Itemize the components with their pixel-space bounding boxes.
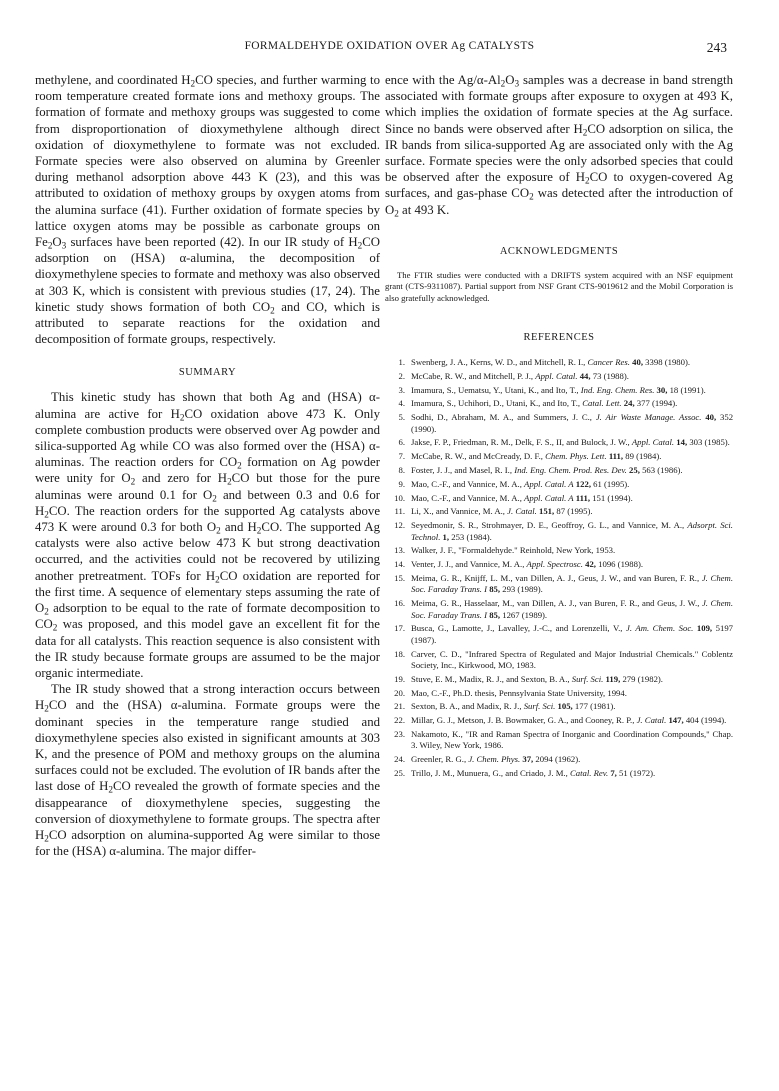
references-heading: REFERENCES <box>523 332 595 344</box>
reference-item <box>385 688 733 699</box>
reference-text: Jakse, F. P., Friedman, R. M., Delk, F. S., II, and Bulock, J. W., Appl. Catal. 14, 303 (1985). <box>411 437 730 448</box>
reference-item <box>385 598 733 621</box>
reference-number: 4. <box>398 398 405 409</box>
reference-number: 5. <box>398 412 405 423</box>
discussion-continuation: methylene, and coordinated $H_2CO$ species, and further warming to room temperature created formate ions and methoxy groups. The formation of formate and methoxy groups was suggested to come from disproportionation of dioxymethylene although direct oxidation of dioxymethylene to formate was not excluded. Formate species were also observed on alumina by Greenler during methanol adsorption above 443 K (23), and this was attributed to oxidation of methoxy groups by oxygen atoms from the alumina surface (41). Further oxidation of formate species by lattice oxygen atoms may be possible as carbonate groups on $Fe_2O_3$ surfaces have been reported (42). In our IR study of $H_2CO$ adsorption on (HSA) α-alumina, the decomposition of dioxymethylene species to formate and methoxy was also observed at 303 K, which is consistent with previous studies (17, 24). The kinetic study shows formation of both $CO_2$ and CO, which is attributed to separate reactions for the oxidation and decomposition of formate groups, respectively. <box>35 73 380 347</box>
reference-text: Venter, J. J., and Vannice, M. A., Appl. Spectrosc. 42, 1096 (1988). <box>411 559 644 570</box>
reference-item <box>385 768 733 779</box>
reference-item <box>385 674 733 685</box>
reference-number: 17. <box>394 623 405 634</box>
reference-number: 10. <box>394 492 405 503</box>
reference-item <box>385 371 733 382</box>
reference-number: 12. <box>394 520 405 531</box>
reference-text: Mao, C.-F., and Vannice, M. A., Appl. Catal. A 122, 61 (1995). <box>411 478 630 489</box>
reference-list <box>385 357 733 779</box>
reference-number: 13. <box>394 545 405 556</box>
summary-paragraph-2: The IR study showed that a strong interaction occurs between $H_2CO$ and the (HSA) α-alumina. Formate groups were the dominant species in the temperature range studied and dioxymethylene species also existed in significant amounts at 303 K, and the presence of POM and methoxy groups on the alumina surfaces could not be excluded. The evolution of IR bands after the last dose of $H_2CO$ revealed the growth of formate species and the disappearance of dioxymethylene species, suggesting the conversion of dioxymethylene to formate groups. The spectra after $H_2CO$ adsorption on alumina-supported Ag were similar to those for the (HSA) α-alumina. The major differ- <box>35 682 381 859</box>
reference-item <box>385 573 733 596</box>
reference-text: Trillo, J. M., Munuera, G., and Criado, J. M., Catal. Rev. 7, 51 (1972). <box>411 768 656 779</box>
reference-item <box>385 623 733 646</box>
reference-text: Imamura, S., Uchihori, D., Utani, K., and Ito, T., Catal. Lett. 24, 377 (1994). <box>411 398 678 409</box>
reference-text: Nakamoto, K., "IR and Raman Spectra of Inorganic and Coordination Compounds," Chap. 3. Wiley, New York, 1986. <box>411 729 733 751</box>
reference-item <box>385 715 733 726</box>
reference-text: Mao, C.-F., and Vannice, M. A., Appl. Catal. A 111, 151 (1994). <box>411 492 633 503</box>
left-column <box>35 72 380 859</box>
reference-number: 25. <box>394 768 405 779</box>
reference-item <box>385 385 733 396</box>
reference-text: Meima, G. R., Knijff, L. M., van Dillen, A. J., Geus, J. W., and van Buren, F. R., J. Chem. Soc. Faraday Trans. I 85, 293 (1989). <box>411 573 733 595</box>
reference-item <box>385 729 733 752</box>
reference-number: 9. <box>398 478 405 489</box>
reference-text: McCabe, R. W., and McCready, D. F., Chem. Phys. Lett. 111, 89 (1984). <box>411 451 662 462</box>
reference-text: Millar, G. J., Metson, J. B. Bowmaker, G. A., and Cooney, R. P., J. Catal. 147, 404 (1994). <box>411 715 727 726</box>
reference-item <box>385 437 733 448</box>
reference-number: 18. <box>394 648 405 659</box>
reference-item <box>385 398 733 409</box>
reference-text: Stuve, E. M., Madix, R. J., and Sexton, B. A., Surf. Sci. 119, 279 (1982). <box>411 673 663 684</box>
reference-item <box>385 545 733 556</box>
running-title: FORMALDEHYDE OXIDATION OVER Ag CATALYSTS <box>244 40 535 52</box>
reference-text: Mao, C.-F., Ph.D. thesis, Pennsylvania State University, 1994. <box>411 687 627 698</box>
reference-item <box>385 649 733 672</box>
reference-text: Sodhi, D., Abraham, M. A., and Summers, J. C., J. Air Waste Manage. Assoc. 40, 352 (1990). <box>411 412 734 434</box>
reference-item <box>385 559 733 570</box>
reference-item <box>385 412 733 435</box>
reference-text: Greenler, R. G., J. Chem. Phys. 37, 2094 (1962). <box>411 754 581 765</box>
reference-number: 22. <box>394 715 405 726</box>
reference-number: 7. <box>398 451 405 462</box>
reference-item <box>385 506 733 517</box>
acknowledgments-heading: ACKNOWLEDGMENTS <box>499 245 619 257</box>
reference-number: 3. <box>398 384 405 395</box>
reference-item <box>385 701 733 712</box>
summary-heading: SUMMARY <box>178 367 237 379</box>
reference-item <box>385 357 733 368</box>
reference-item <box>385 465 733 476</box>
reference-text: Walker, J. F., "Formaldehyde." Reinhold, New York, 1953. <box>411 545 616 556</box>
reference-number: 20. <box>394 687 405 698</box>
summary-continuation: ence with the $Ag/\alpha-Al_2O_3$ samples was a decrease in band strength associated with formate groups after exposure to oxygen at 493 K, which implies the oxidation of formate species at the Ag surface. Since no bands were observed after $H_2CO$ adsorption on silica, the IR bands from silica-supported Ag are associated only with the Ag surface. Formate species were the only adsorbed species that could be observed after the exposure of $H_2CO$ to oxygen-covered Ag surfaces, and gas-phase $CO_2$ was detected after the introduction of $O_2$ at 493 K. <box>385 73 734 218</box>
reference-number: 16. <box>394 598 405 609</box>
reference-text: Swenberg, J. A., Kerns, W. D., and Mitchell, R. I., Cancer Res. 40, 3398 (1980). <box>411 357 691 368</box>
reference-item <box>385 479 733 490</box>
reference-text: Busca, G., Lamotte, J., Lavalley, J.-C., and Lorenzelli, V., J. Am. Chem. Soc. 109, 5197 (1987). <box>411 623 733 645</box>
reference-number: 21. <box>394 701 405 712</box>
reference-item <box>385 520 733 543</box>
reference-text: Imamura, S., Uematsu, Y., Utani, K., and Ito, T., Ind. Eng. Chem. Res. 30, 18 (1991). <box>411 384 706 395</box>
reference-number: 15. <box>394 573 405 584</box>
running-head <box>0 40 779 60</box>
reference-text: Li, X., and Vannice, M. A., J. Catal. 151, 87 (1995). <box>411 506 593 517</box>
reference-item <box>385 451 733 462</box>
reference-number: 23. <box>394 729 405 740</box>
reference-item <box>385 493 733 504</box>
reference-number: 11. <box>394 506 405 517</box>
reference-text: Seyedmonir, S. R., Strohmayer, D. E., Geoffroy, G. L., and Vannice, M. A., Adsorpt. Sci. Technol. 1, 253 (1984). <box>411 520 733 542</box>
reference-text: Sexton, B. A., and Madix, R. J., Surf. Sci. 105, 177 (1981). <box>411 701 616 712</box>
reference-text: Meima, G. R., Hasselaar, M., van Dillen, A. J., van Buren, F. R., and Geus, J. W., J. Chem. Soc. Faraday Trans. I 85, 1267 (1989). <box>411 598 733 620</box>
right-column <box>385 72 733 782</box>
page-number: 243 <box>706 40 727 55</box>
reference-number: 8. <box>398 465 405 476</box>
reference-text: Carver, C. D., "Infrared Spectra of Regulated and Major Industrial Chemicals." Coblentz Society, Inc., Kirkwood, MO, 1983. <box>411 648 733 671</box>
reference-item <box>385 754 733 765</box>
acknowledgments-text: The FTIR studies were conducted with a DRIFTS system acquired with an NSF equipment grant (CTS-9311087). Partial support from NSF Grant CTS-9019612 and the Mobil Corporation is also gratefully acknowledged. <box>385 269 733 303</box>
reference-number: 19. <box>394 673 405 684</box>
reference-number: 24. <box>394 754 405 765</box>
reference-number: 6. <box>398 437 405 448</box>
reference-text: McCabe, R. W., and Mitchell, P. J., Appl. Catal. 44, 73 (1988). <box>411 370 629 381</box>
reference-number: 1. <box>398 357 405 368</box>
reference-number: 2. <box>398 370 405 381</box>
summary-paragraph-1: This kinetic study has shown that both Ag and (HSA) α-alumina are active for $H_2CO$ oxidation above 473 K. Only complete combustion products were observed over Ag powder and silica-supported Ag while CO was also formed over the (HSA) α-aluminas. The reaction orders for $CO_2$ formation on Ag powder were unity for $O_2$ and zero for $H_2CO$ but those for the pure aluminas were around 0.1 for $O_2$ and between 0.3 and 0.6 for $H_2CO$. The reaction orders for the supported Ag catalysts above 473 K were around 0.3 for both $O_2$ and $H_2CO$. The supported Ag catalysts were also active below 473 K but strong deactivation occurred, and the activities could not be recovered by utilizing another pretreatment. TOFs for $H_2CO$ oxidation are reported for the first time. A sequence of elementary steps assuming the rate of $O_2$ adsorption to be equal to the rate of formate decomposition to $CO_2$ was proposed, and this model gave an excellent fit for the data for all catalysts. This reaction sequence is also consistent with the IR study because formate groups are assumed to be the major organic intermediate. <box>35 390 381 680</box>
reference-number: 14. <box>394 559 405 570</box>
reference-text: Foster, J. J., and Masel, R. I., Ind. Eng. Chem. Prod. Res. Dev. 25, 563 (1986). <box>411 465 683 476</box>
